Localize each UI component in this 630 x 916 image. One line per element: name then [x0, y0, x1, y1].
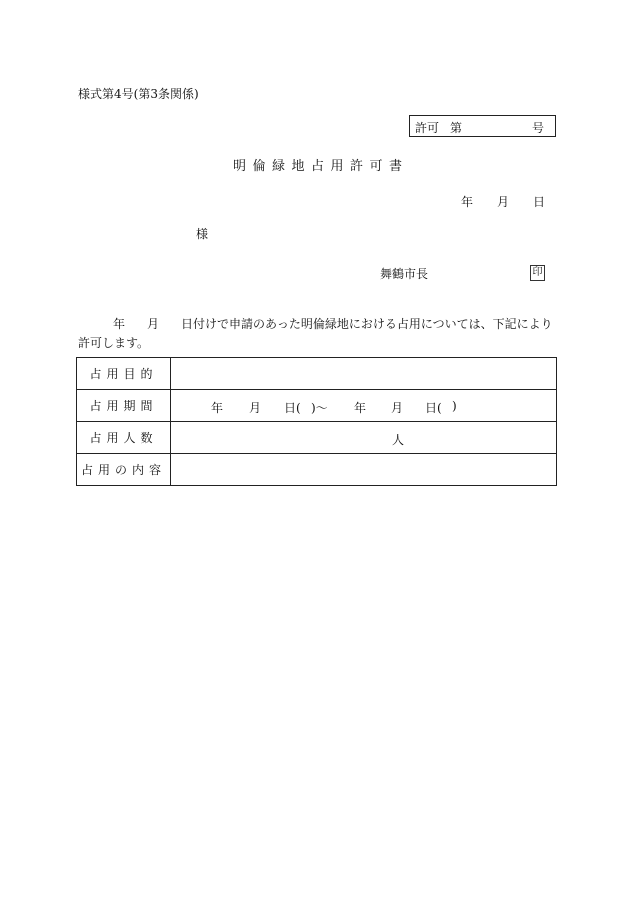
- row-value-people: [171, 422, 557, 454]
- people-unit: 人: [392, 433, 405, 447]
- row-value-content: [171, 454, 557, 486]
- body-text: 日付けで申請のあった明倫緑地における占用については、下記により: [181, 317, 553, 331]
- row-label-period: 占用期間: [77, 390, 171, 422]
- period-year-2: 年: [354, 401, 367, 415]
- permit-go: 号: [532, 121, 545, 135]
- row-value-purpose: [171, 358, 557, 390]
- date-year: 年: [461, 195, 474, 209]
- date-month: 月: [497, 195, 510, 209]
- date-day: 日: [533, 195, 546, 209]
- period-day-2: 日(: [425, 401, 442, 415]
- body-year: 年: [113, 317, 126, 331]
- row-label-purpose: 占用目的: [77, 358, 171, 390]
- permit-dai: 第: [450, 121, 463, 135]
- issuer-name: 舞鶴市長: [380, 267, 429, 281]
- period-month-2: 月: [391, 401, 404, 415]
- period-close-1: )〜: [311, 401, 328, 415]
- table-row: [77, 358, 557, 390]
- row-label-people: 占用人数: [77, 422, 171, 454]
- table-row: [77, 422, 557, 454]
- permit-number-box: [409, 115, 556, 137]
- row-value-period: [171, 390, 557, 422]
- body-month: 月: [147, 317, 160, 331]
- table-row: [77, 390, 557, 422]
- period-month-1: 月: [249, 401, 262, 415]
- seal-mark: 印: [530, 265, 545, 281]
- permit-prefix: 許可: [415, 121, 440, 135]
- table-row: [77, 454, 557, 486]
- body-text-line2: 許可します。: [78, 336, 150, 350]
- row-label-content: 占用の内容: [77, 454, 171, 486]
- form-number: 様式第4号(第3条関係): [78, 87, 199, 101]
- recipient-suffix: 様: [196, 227, 209, 241]
- period-year-1: 年: [211, 401, 224, 415]
- details-table: [76, 357, 557, 486]
- period-day-1: 日(: [284, 401, 301, 415]
- period-close-2: ): [452, 399, 457, 413]
- document-title: 明倫緑地占用許可書: [233, 159, 409, 174]
